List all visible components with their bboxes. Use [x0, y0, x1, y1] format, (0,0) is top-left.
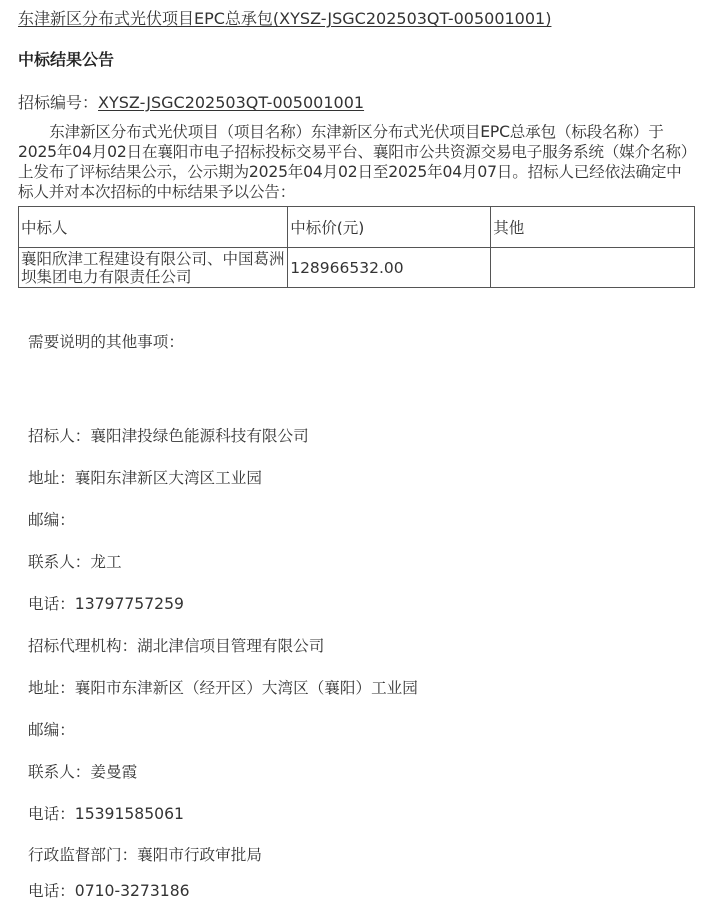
header-other: 其他	[491, 207, 695, 248]
other-notes-label: 需要说明的其他事项：	[28, 333, 184, 351]
agency-name: 招标代理机构：湖北津信项目管理有限公司	[28, 637, 325, 655]
bid-number-label: 招标编号：	[18, 93, 99, 112]
supervisor-name: 行政监督部门：襄阳市行政审批局	[28, 846, 262, 864]
tenderer-contact: 联系人：龙工	[28, 553, 122, 571]
page-title: 中标结果公告	[18, 50, 115, 69]
project-title-link[interactable]: 东津新区分布式光伏项目EPC总承包(XYSZ-JSGC202503QT-005001001)	[18, 9, 552, 28]
cell-price: 128966532.00	[288, 248, 491, 288]
header-winner: 中标人	[19, 207, 288, 248]
supervisor-phone: 电话：0710-3273186	[28, 882, 190, 900]
header-price: 中标价(元)	[288, 207, 491, 248]
result-table	[18, 206, 695, 288]
cell-winner: 襄阳欣津工程建设有限公司、中国葛洲坝集团电力有限责任公司	[19, 248, 288, 288]
intro-paragraph: 东津新区分布式光伏项目（项目名称）东津新区分布式光伏项目EPC总承包（标段名称）于2025年04月02日在襄阳市电子招标投标交易平台、襄阳市公共资源交易电子服务系统（媒介名称）上发布了评标结果公示，公示期为2025年04月02日至2025年04月07日。招标人已经依法确定中标人并对本次招标的中标结果予以公告：	[18, 123, 689, 201]
agency-address: 地址：襄阳市东津新区（经开区）大湾区（襄阳）工业园	[28, 679, 418, 697]
bid-number-value: XYSZ-JSGC202503QT-005001001	[98, 93, 365, 112]
agency-phone: 电话：15391585061	[28, 805, 184, 823]
table-row	[19, 248, 695, 288]
cell-other	[491, 248, 695, 288]
tenderer-name: 招标人：襄阳津投绿色能源科技有限公司	[28, 427, 309, 445]
agency-postcode: 邮编：	[28, 721, 75, 739]
table-header-row	[19, 207, 695, 248]
agency-contact: 联系人：姜曼霞	[28, 763, 138, 781]
bid-number-line	[18, 90, 364, 113]
tenderer-postcode: 邮编：	[28, 511, 75, 529]
tenderer-address: 地址：襄阳东津新区大湾区工业园	[28, 469, 262, 487]
tenderer-phone: 电话：13797757259	[28, 595, 184, 613]
